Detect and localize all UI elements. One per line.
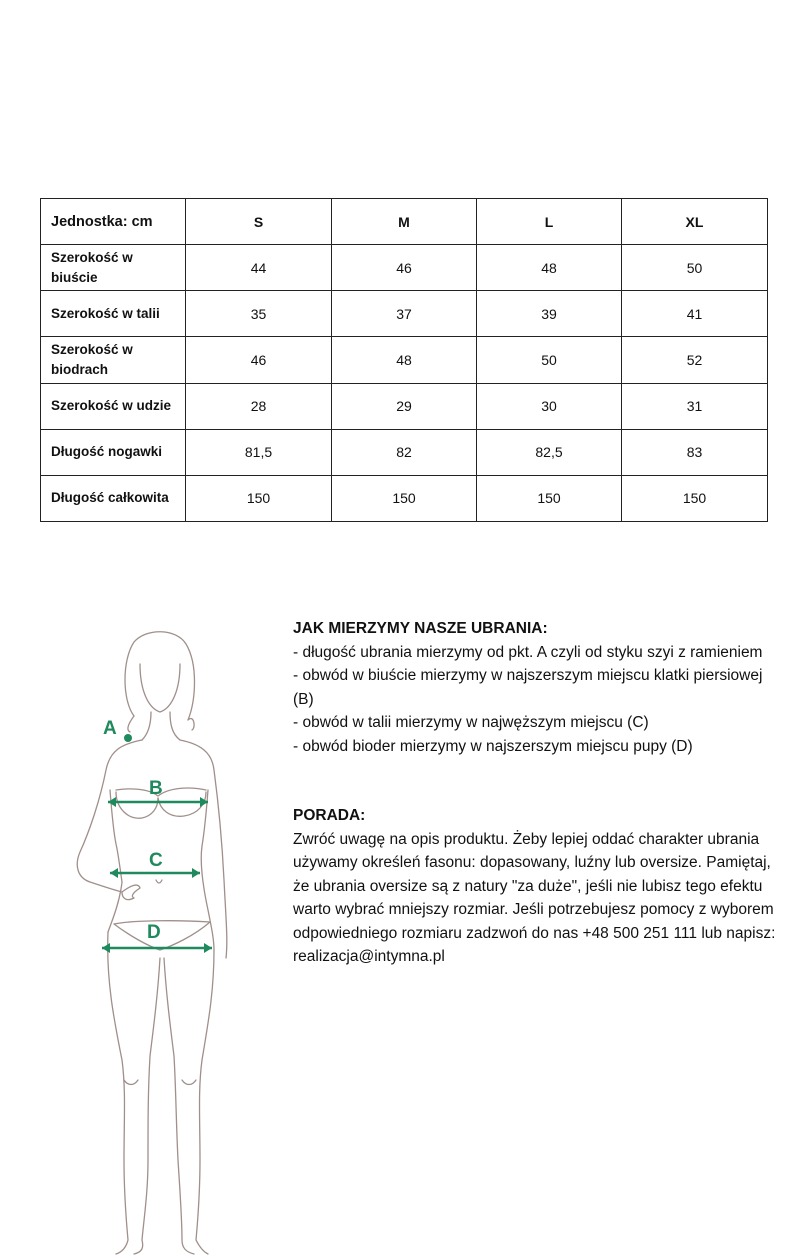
table-cell: 150 (186, 475, 332, 521)
table-cell: 81,5 (186, 429, 332, 475)
tip-title: PORADA: (293, 807, 366, 824)
table-cell: 48 (477, 245, 622, 291)
tip-text: Zwróć uwagę na opis produktu. Żeby lepiej oddać charakter ubrania używamy określeń fasonu: dopasowany, luźny lub oversize. Pamiętaj, że ubrania oversize są z natury "za duże", jeśli nie lubisz tego efektu warto wybrać mniejszy rozmiar. Jeśli potrzebujesz pomocy z wyborem odpowiedniego rozmiaru zadzwoń do nas +48 500 251 111 lub napisz: realizacja@intymna.pl (293, 830, 776, 965)
row-label: Długość całkowita (41, 475, 186, 521)
measure-list (293, 641, 783, 759)
row-label: Długość nogawki (41, 429, 186, 475)
table-cell: 44 (186, 245, 332, 291)
table-cell: 28 (186, 383, 332, 429)
table-cell: 82 (332, 429, 477, 475)
size-header-xl: XL (622, 199, 768, 245)
table-cell: 52 (622, 337, 768, 383)
table-row (41, 337, 768, 383)
list-item: - obwód bioder mierzymy w najszerszym miejscu pupy (D) (293, 737, 693, 755)
table-cell: 50 (622, 245, 768, 291)
table-header-row (41, 199, 768, 245)
table-row (41, 291, 768, 337)
table-cell: 150 (622, 475, 768, 521)
label-d: D (147, 922, 161, 943)
table-cell: 150 (332, 475, 477, 521)
table-cell: 150 (477, 475, 622, 521)
label-c: C (149, 850, 163, 871)
row-label: Szerokość w biuście (41, 245, 186, 291)
table-cell: 41 (622, 291, 768, 337)
table-cell: 30 (477, 383, 622, 429)
table-cell: 48 (332, 337, 477, 383)
unit-header: Jednostka: cm (41, 199, 186, 245)
table-cell: 50 (477, 337, 622, 383)
table-cell: 46 (332, 245, 477, 291)
point-a-marker (124, 734, 132, 742)
row-label: Szerokość w talii (41, 291, 186, 337)
row-label: Szerokość w udzie (41, 383, 186, 429)
size-header-m: M (332, 199, 477, 245)
table-cell: 37 (332, 291, 477, 337)
body-measurement-figure (30, 620, 260, 1260)
table-row (41, 429, 768, 475)
table-row (41, 475, 768, 521)
list-item: - obwód w talii mierzymy w najwęższym miejscu (C) (293, 714, 649, 731)
table-cell: 29 (332, 383, 477, 429)
table-row (41, 245, 768, 291)
size-table (40, 198, 768, 522)
size-header-l: L (477, 199, 622, 245)
table-cell: 35 (186, 291, 332, 337)
label-b: B (149, 778, 163, 799)
list-item: - obwód w biuście mierzymy w najszerszym miejscu klatki piersiowej (B) (293, 667, 763, 708)
table-cell: 31 (622, 383, 768, 429)
table-cell: 82,5 (477, 429, 622, 475)
row-label: Szerokość w biodrach (41, 337, 186, 383)
list-item: - długość ubrania mierzymy od pkt. A czyli od styku szyi z ramieniem (293, 643, 763, 661)
size-header-s: S (186, 199, 332, 245)
info-panel (293, 617, 783, 969)
table-row (41, 383, 768, 429)
table-cell: 46 (186, 337, 332, 383)
table-cell: 83 (622, 429, 768, 475)
label-a: A (103, 718, 117, 739)
table-cell: 39 (477, 291, 622, 337)
measure-title: JAK MIERZYMY NASZE UBRANIA: (293, 620, 548, 637)
